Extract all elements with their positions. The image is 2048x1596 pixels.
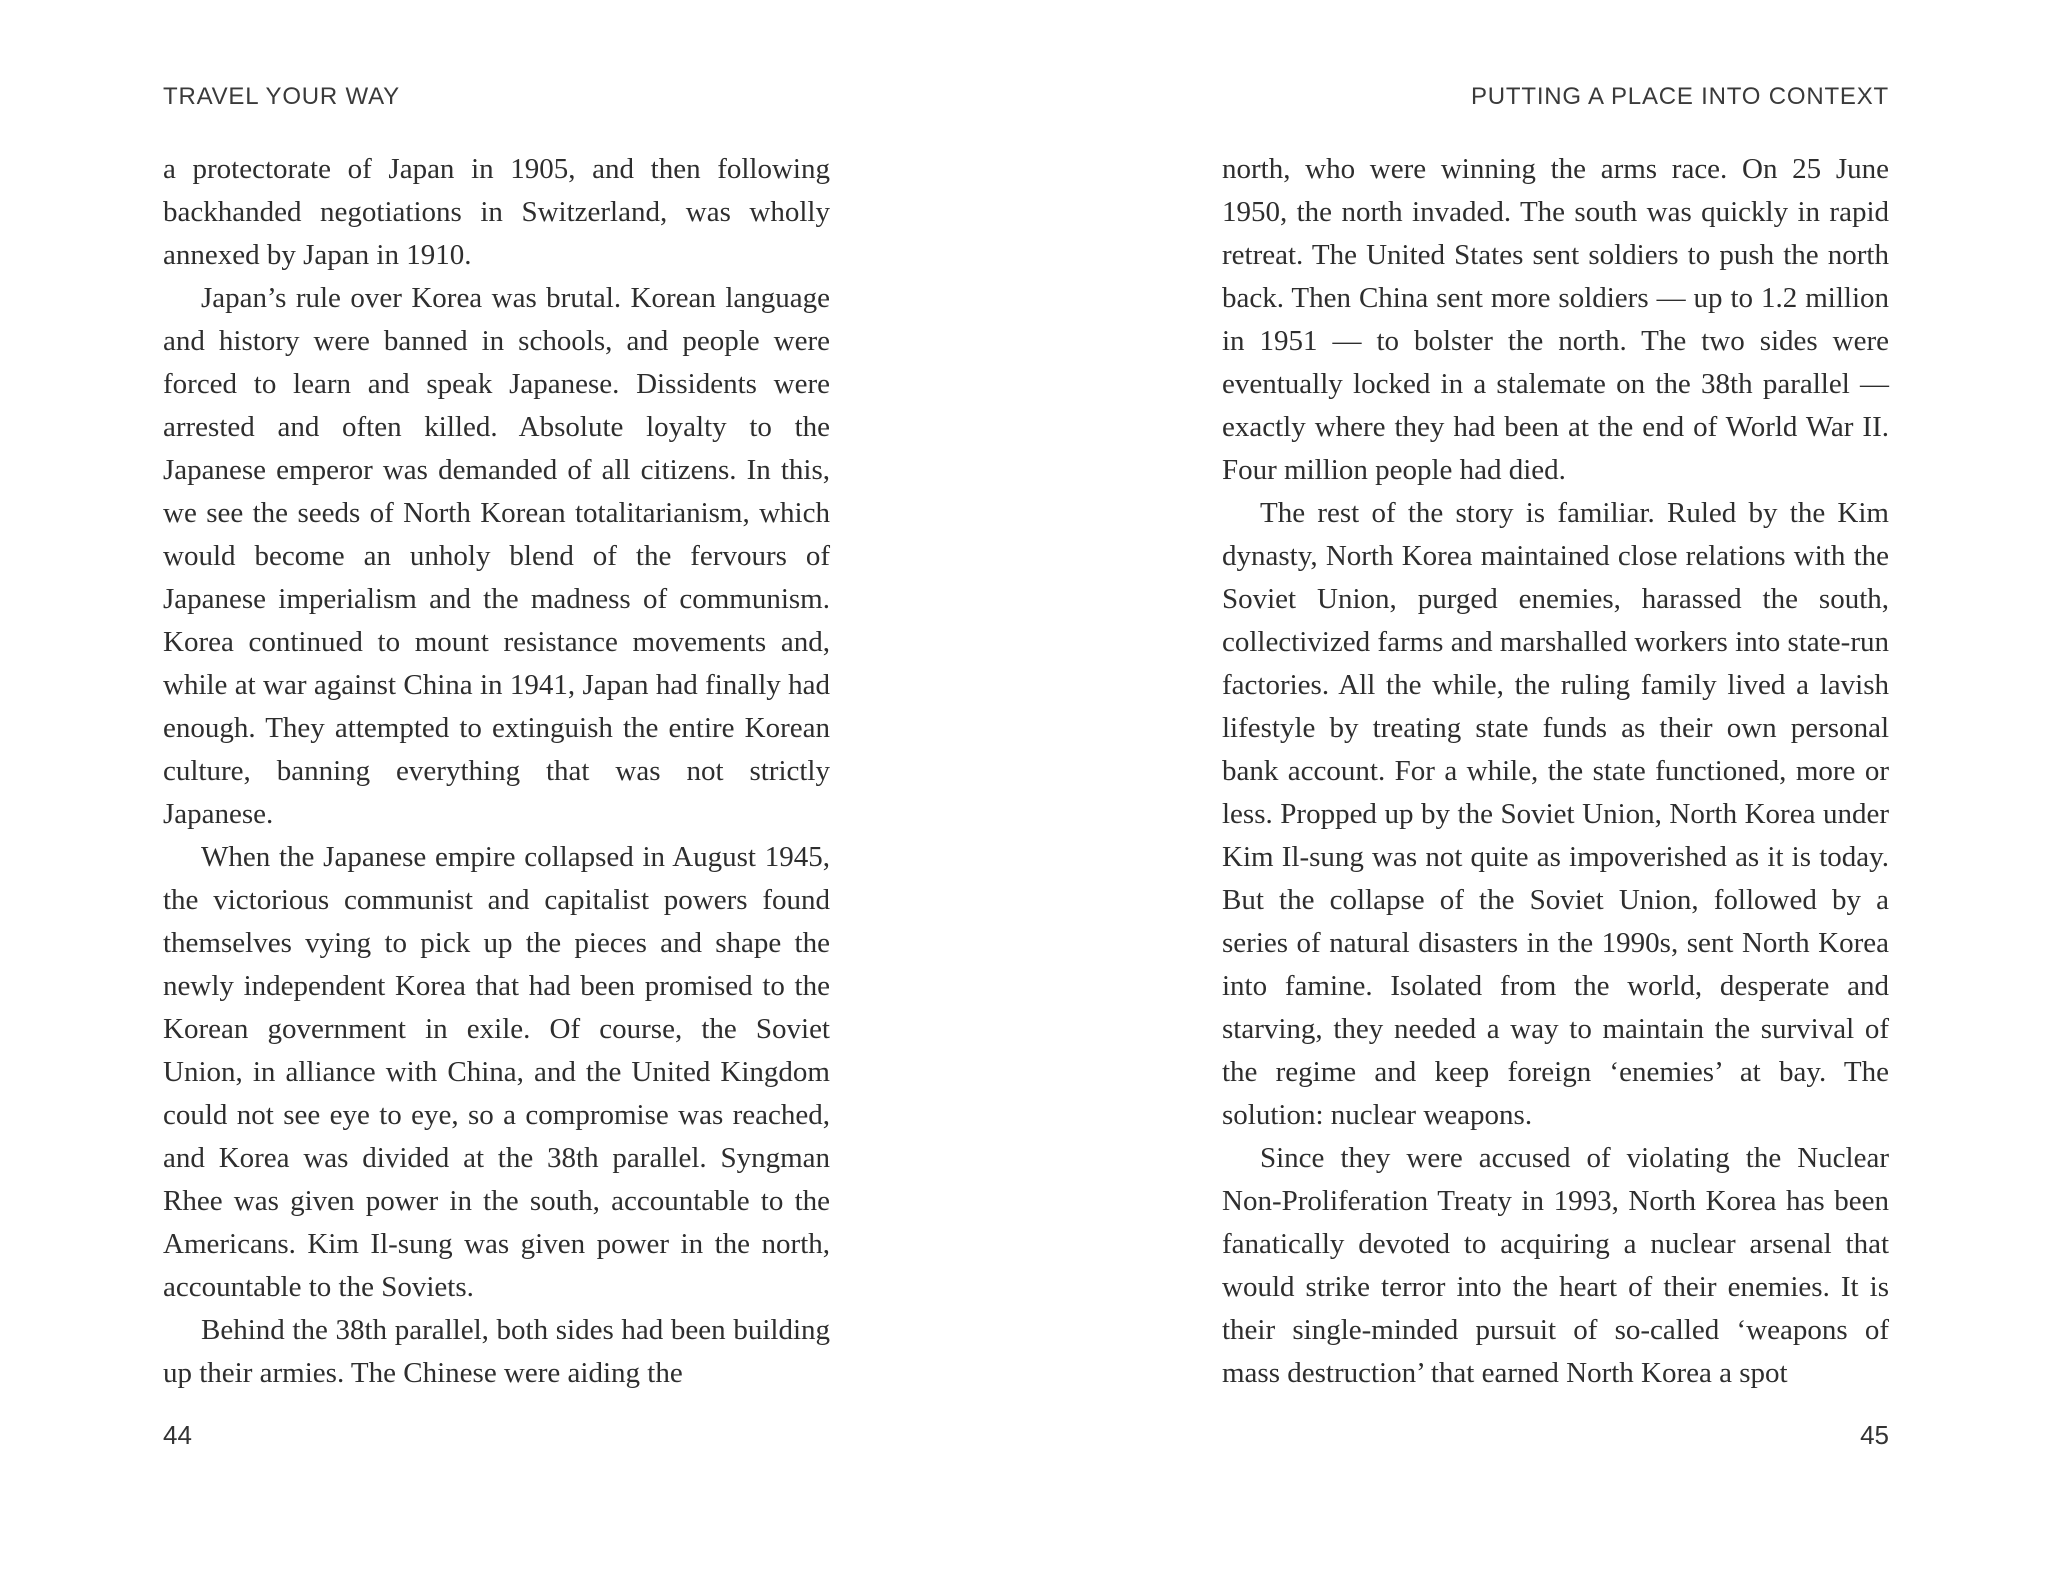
page-number-right: 45 <box>1860 1420 1889 1450</box>
body-text-left <box>163 148 830 1395</box>
page-left <box>163 84 830 1544</box>
page-number-left: 44 <box>163 1420 192 1450</box>
body-text-right <box>1222 148 1889 1395</box>
paragraph: When the Japanese empire collapsed in August 1945, the victorious communist and capitalist powers found themselves vying to pick up the pieces and shape the newly independent Korea that had been promised to the Korean government in exile. Of course, the Soviet Union, in alliance with China, and the United Kingdom could not see eye to eye, so a compromise was reached, and Korea was divided at the 38th parallel. Syngman Rhee was given power in the south, accountable to the Americans. Kim Il-sung was given power in the north, accountable to the Soviets. <box>163 841 830 1303</box>
running-head-right: PUTTING A PLACE INTO CONTEXT <box>1470 83 1889 110</box>
paragraph: north, who were winning the arms race. On 25 June 1950, the north invaded. The south was quickly in rapid retreat. The United States sent soldiers to push the north back. Then China sent more soldiers — up to 1.2 million in 1951 — to bolster the north. The two sides were eventually locked in a stalemate on the 38th parallel — exactly where they had been at the end of World War II. Four million people had died. <box>1222 153 1889 486</box>
paragraph: The rest of the story is familiar. Ruled by the Kim dynasty, North Korea maintained close relations with the Soviet Union, purged enemies, harassed the south, collectivized farms and marshalled workers into state-run factories. All the while, the ruling family lived a lavish lifestyle by treating state funds as their own personal bank account. For a while, the state functioned, more or less. Propped up by the Soviet Union, North Korea under Kim Il-sung was not quite as impoverished as it is today. But the collapse of the Soviet Union, followed by a series of natural disasters in the 1990s, sent North Korea into famine. Isolated from the world, desperate and starving, they needed a way to maintain the survival of the regime and keep foreign ‘enemies’ at bay. The solution: nuclear weapons. <box>1222 497 1889 1131</box>
paragraph: a protectorate of Japan in 1905, and then following backhanded negotiations in Switzerland, was wholly annexed by Japan in 1910. <box>163 153 830 271</box>
paragraph: Behind the 38th parallel, both sides had been building up their armies. The Chinese were aiding the <box>163 1314 830 1389</box>
paragraph: Since they were accused of violating the Nuclear Non-Proliferation Treaty in 1993, North Korea has been fanatically devoted to acquiring a nuclear arsenal that would strike terror into the heart of their enemies. It is their single-minded pursuit of so-called ‘weapons of mass destruction’ that earned North Korea a spot <box>1222 1142 1889 1389</box>
running-head-left: TRAVEL YOUR WAY <box>163 83 400 110</box>
paragraph: Japan’s rule over Korea was brutal. Korean language and history were banned in schools, and people were forced to learn and speak Japanese. Dissidents were arrested and often killed. Absolute loyalty to the Japanese emperor was demanded of all citizens. In this, we see the seeds of North Korean totalitarianism, which would become an unholy blend of the fervours of Japanese imperialism and the madness of communism. Korea continued to mount resistance movements and, while at war against China in 1941, Japan had finally had enough. They attempted to extinguish the entire Korean culture, banning everything that was not strictly Japanese. <box>163 282 830 830</box>
page-right <box>1222 84 1889 1544</box>
